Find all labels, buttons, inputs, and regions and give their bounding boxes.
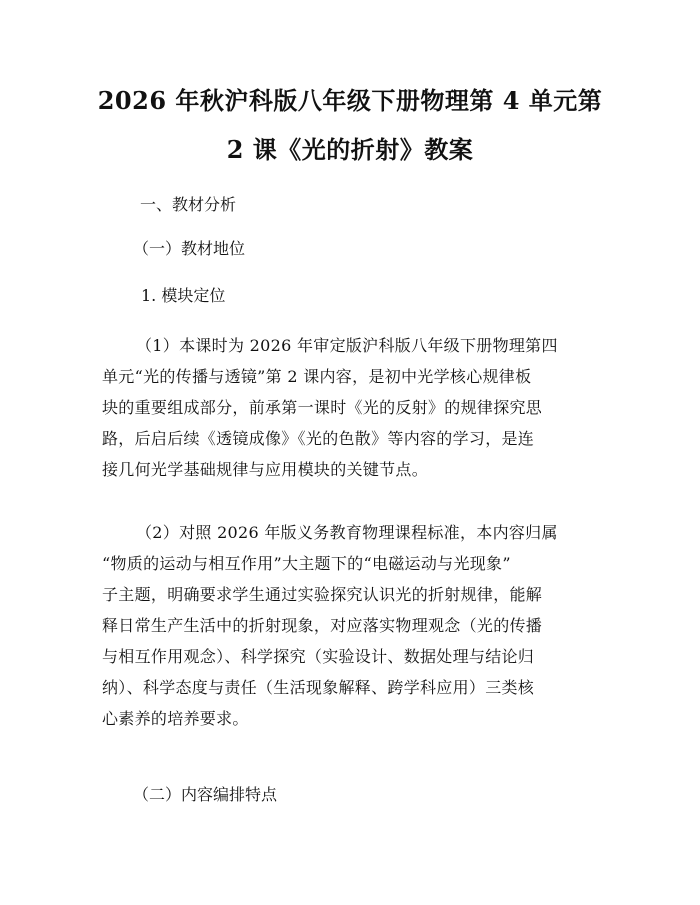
paragraph-line: 接几何光学基础规律与应用模块的关键节点。 bbox=[102, 460, 429, 479]
paragraph-line: 块的重要组成部分，前承第一课时《光的反射》的规律探究思 bbox=[102, 398, 543, 417]
paragraph-curriculum-standard bbox=[102, 517, 602, 734]
document-title-line-2: 2 课《光的折射》教案 bbox=[226, 135, 474, 164]
paragraph-line: 心素养的培养要求。 bbox=[102, 709, 249, 728]
paragraph-line: （1）本课时为 2026 年审定版沪科版八年级下册物理第四 bbox=[136, 336, 558, 355]
paragraph-line: 纳）、科学态度与责任（生活现象解释、跨学科应用）三类核 bbox=[102, 678, 535, 697]
item-heading: 1. 模块定位 bbox=[141, 286, 226, 305]
section-heading: 一、教材分析 bbox=[140, 195, 237, 214]
paragraph-line: “物质的运动与相互作用”大主题下的“电磁运动与光现象” bbox=[102, 554, 511, 573]
subsection-heading: （二）内容编排特点 bbox=[133, 785, 278, 804]
paragraph-line: 单元“光的传播与透镜”第 2 课内容，是初中光学核心规律板 bbox=[102, 367, 532, 386]
paragraph-module-positioning bbox=[102, 330, 602, 485]
paragraph-line: 释日常生产生活中的折射现象，对应落实物理观念（光的传播 bbox=[102, 616, 543, 635]
paragraph-line: 子主题，明确要求学生通过实验探究认识光的折射规律，能解 bbox=[102, 585, 543, 604]
subsection-heading: （一）教材地位 bbox=[133, 239, 246, 258]
paragraph-line: （2）对照 2026 年版义务教育物理课程标准，本内容归属 bbox=[136, 523, 558, 542]
paragraph-line: 与相互作用观念）、科学探究（实验设计、数据处理与结论归 bbox=[102, 647, 535, 666]
paragraph-line: 路，后启后续《透镜成像》《光的色散》等内容的学习，是连 bbox=[102, 429, 535, 448]
document-title-line-1: 2026 年秋沪科版八年级下册物理第 4 单元第 bbox=[97, 86, 603, 115]
